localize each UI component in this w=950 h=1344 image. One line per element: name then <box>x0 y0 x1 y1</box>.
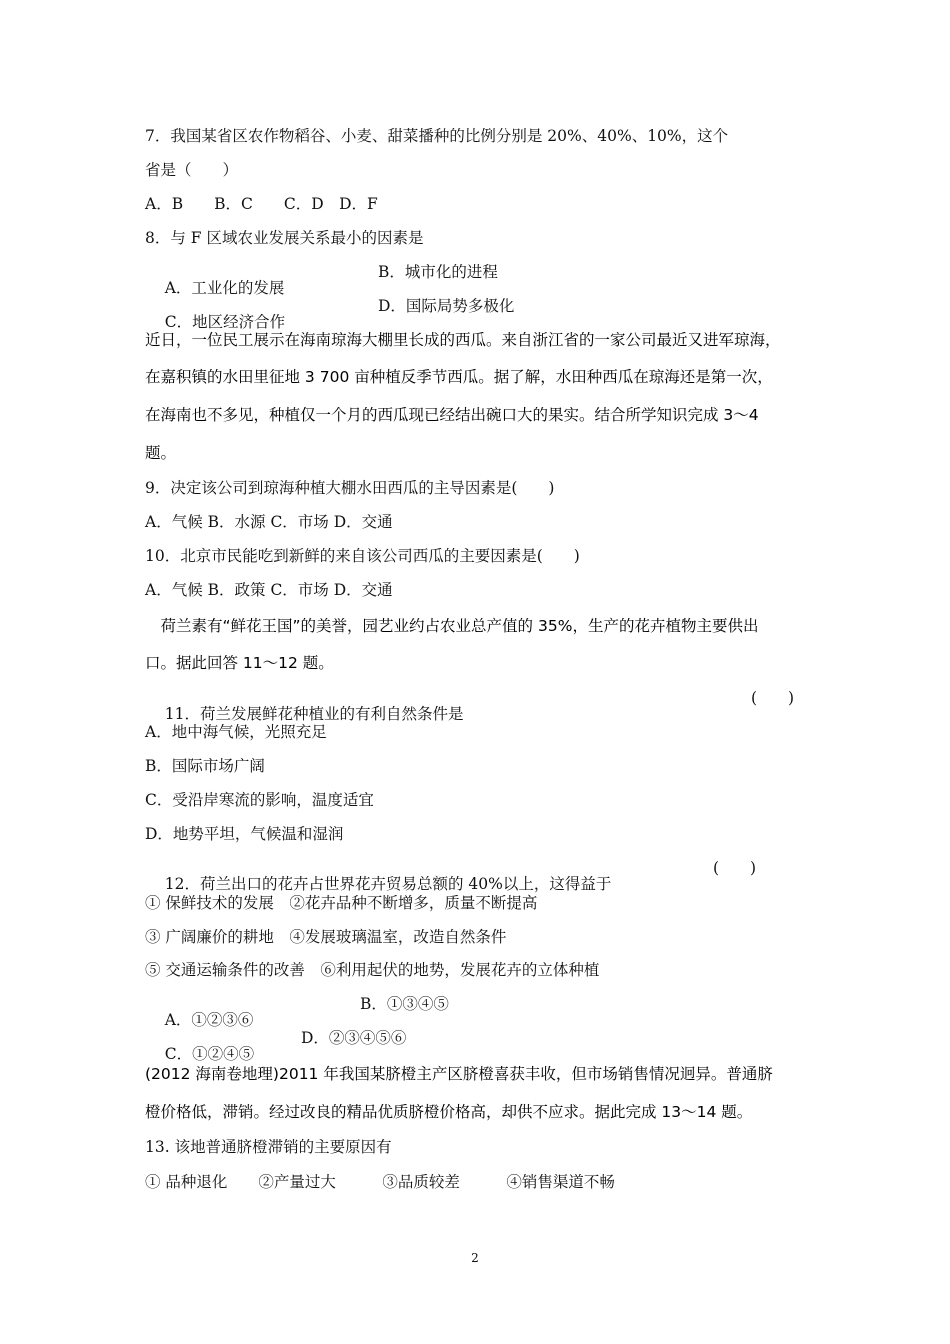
q13-items: ① 品种退化 ②产量过大 ③品质较差 ④销售渠道不畅 <box>145 1173 615 1191</box>
q10-options: A．气候 B．政策 C．市场 D．交通 <box>145 581 393 599</box>
q8-option-a: A．工业化的发展 <box>164 278 285 297</box>
q12-option-a: A．①②③⑥ <box>164 1010 254 1029</box>
q7-options: A．B B．C C．D D．F <box>145 195 378 213</box>
q7-stem-line-1: 7．我国某省区农作物稻谷、小麦、甜菜播种的比例分别是 20%、40%、10%，这个 <box>145 127 729 145</box>
q11-option-c: C．受沿岸寒流的影响，温度适宜 <box>145 791 374 809</box>
q11-answer-paren: ( ) <box>751 689 795 707</box>
passage-1-line-1: 近日，一位民工展示在海南琼海大棚里长成的西瓜。来自浙江省的一家公司最近又进军琼海， <box>145 331 781 349</box>
q11-option-a: A．地中海气候，光照充足 <box>145 723 327 741</box>
passage-3-line-1: (2012 海南卷地理)2011 年我国某脐橙主产区脐橙喜获丰收，但市场销售情况迥异。普通脐 <box>145 1065 773 1083</box>
passage-2-line-2: 口。据此回答 11～12 题。 <box>145 654 334 672</box>
q12-item-line-3: ⑤ 交通运输条件的改善 ⑥利用起伏的地势，发展花卉的立体种植 <box>145 961 600 979</box>
q12-options-row-2 <box>145 1029 407 1093</box>
q8-stem: 8．与 F 区域农业发展关系最小的因素是 <box>145 229 424 247</box>
q11-stem: 11．荷兰发展鲜花种植业的有利自然条件是 <box>164 704 464 723</box>
q8-option-d: D．国际局势多极化 <box>378 297 515 315</box>
q11-option-d: D．地势平坦，气候温和湿润 <box>145 825 344 843</box>
q9-stem: 9．决定该公司到琼海种植大棚水田西瓜的主导因素是( ) <box>145 479 555 497</box>
q8-option-c: C．地区经济合作 <box>164 312 286 331</box>
q8-option-b: B．城市化的进程 <box>378 263 498 281</box>
q9-options: A．气候 B．水源 C．市场 D．交通 <box>145 513 393 531</box>
passage-1-line-4: 题。 <box>145 444 177 462</box>
passage-2-line-1: 荷兰素有“鲜花王国”的美誉，园艺业约占农业总产值的 35%，生产的花卉植物主要供出 <box>145 617 759 635</box>
q12-item-line-1: ① 保鲜技术的发展 ②花卉品种不断增多，质量不断提高 <box>145 894 538 912</box>
q7-stem-line-2: 省是（ ） <box>145 161 239 179</box>
passage-1-line-2: 在嘉积镇的水田里征地 3 700 亩种植反季节西瓜。据了解，水田种西瓜在琼海还是第一次， <box>145 368 773 386</box>
passage-1-line-3: 在海南也不多见，种植仅一个月的西瓜现已经结出碗口大的果实。结合所学知识完成 3～4 <box>145 406 759 424</box>
q13-stem: 13. 该地普通脐橙滞销的主要原因有 <box>145 1138 392 1156</box>
q12-item-line-2: ③ 广阔廉价的耕地 ④发展玻璃温室，改造自然条件 <box>145 928 507 946</box>
q11-option-b: B．国际市场广阔 <box>145 757 265 775</box>
q12-option-b: B．①③④⑤ <box>360 995 449 1013</box>
page-number: 2 <box>471 1251 479 1265</box>
q12-stem-line <box>145 859 757 923</box>
q12-stem: 12．荷兰出口的花卉占世界花卉贸易总额的 40%以上，这得益于 <box>164 874 612 893</box>
q11-stem-line <box>145 689 795 753</box>
q10-stem: 10．北京市民能吃到新鲜的来自该公司西瓜的主要因素是( ) <box>145 547 580 565</box>
passage-3-line-2: 橙价格低，滞销。经过改良的精品优质脐橙价格高，却供不应求。据此完成 13～14 题。 <box>145 1103 753 1121</box>
q12-option-c: C．①②④⑤ <box>164 1044 255 1063</box>
q12-option-d: D．②③④⑤⑥ <box>301 1029 407 1047</box>
q12-answer-paren: ( ) <box>713 859 757 877</box>
